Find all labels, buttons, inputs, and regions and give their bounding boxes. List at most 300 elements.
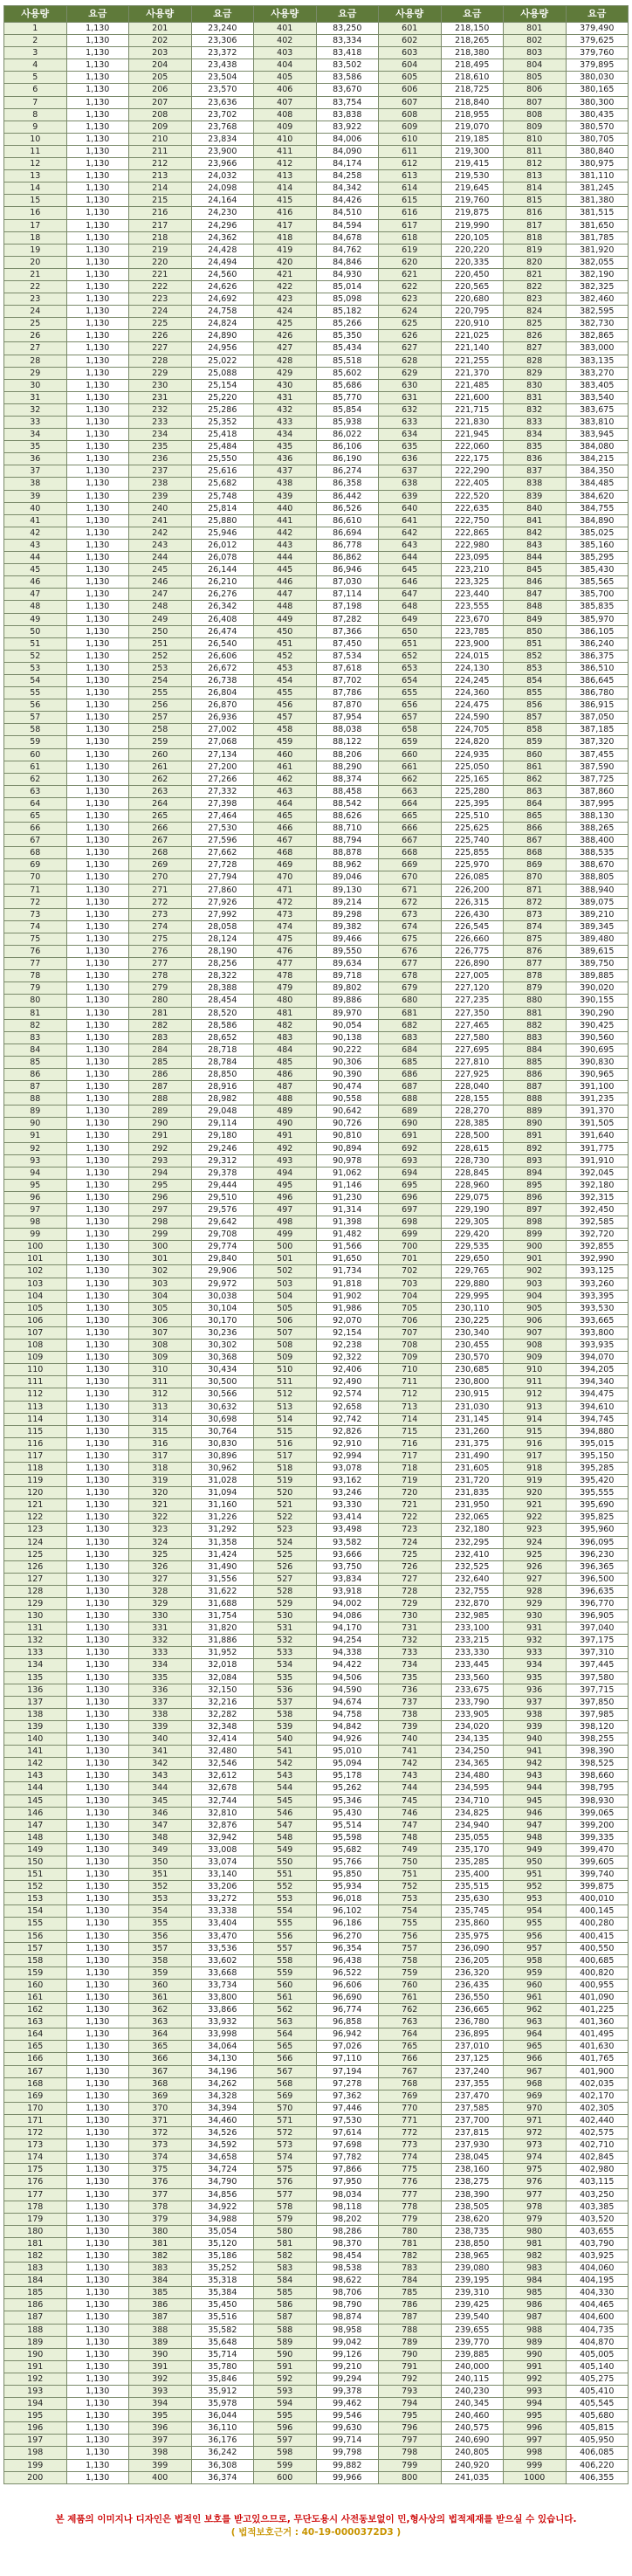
usage-cell: 577 xyxy=(254,2188,317,2201)
fee-cell: 98,454 xyxy=(316,2249,379,2262)
fee-cell: 1,130 xyxy=(66,1610,129,1622)
header-usage-5: 사용량 xyxy=(504,6,567,23)
fee-cell: 86,106 xyxy=(316,441,379,453)
fee-cell: 1,130 xyxy=(66,133,129,145)
fee-cell: 95,934 xyxy=(316,1881,379,1893)
table-row xyxy=(4,1450,629,1462)
usage-cell: 625 xyxy=(379,318,442,330)
usage-cell: 738 xyxy=(379,1708,442,1720)
usage-cell: 922 xyxy=(504,1512,567,1524)
usage-cell: 439 xyxy=(254,490,317,502)
fee-cell: 85,686 xyxy=(316,379,379,391)
usage-cell: 807 xyxy=(504,96,567,108)
usage-cell: 875 xyxy=(504,933,567,945)
usage-cell: 542 xyxy=(254,1758,317,1770)
table-row xyxy=(4,219,629,231)
usage-cell: 188 xyxy=(4,2324,67,2336)
usage-cell: 332 xyxy=(129,1635,192,1647)
table-row xyxy=(4,121,629,133)
fee-cell: 226,660 xyxy=(441,933,504,945)
fee-cell: 95,430 xyxy=(316,1807,379,1819)
usage-cell: 202 xyxy=(129,35,192,47)
usage-cell: 663 xyxy=(379,785,442,797)
usage-cell: 580 xyxy=(254,2225,317,2237)
table-row xyxy=(4,2410,629,2422)
fee-cell: 224,360 xyxy=(441,687,504,699)
fee-cell: 1,130 xyxy=(66,170,129,183)
usage-cell: 684 xyxy=(379,1043,442,1056)
fee-cell: 1,130 xyxy=(66,1413,129,1425)
fee-cell: 237,355 xyxy=(441,2077,504,2090)
usage-cell: 386 xyxy=(129,2299,192,2311)
fee-cell: 379,490 xyxy=(566,23,629,35)
usage-cell: 166 xyxy=(4,2053,67,2065)
fee-cell: 239,080 xyxy=(441,2263,504,2275)
usage-cell: 825 xyxy=(504,318,567,330)
fee-cell: 404,060 xyxy=(566,2263,629,2275)
usage-cell: 857 xyxy=(504,712,567,724)
fee-cell: 234,250 xyxy=(441,1746,504,1758)
table-row xyxy=(4,1290,629,1302)
fee-cell: 224,820 xyxy=(441,736,504,748)
fee-cell: 86,274 xyxy=(316,465,379,478)
fee-cell: 87,870 xyxy=(316,699,379,712)
usage-cell: 237 xyxy=(129,465,192,478)
table-row xyxy=(4,1635,629,1647)
table-row xyxy=(4,207,629,219)
usage-cell: 11 xyxy=(4,145,67,157)
fee-cell: 26,210 xyxy=(191,576,254,589)
usage-cell: 574 xyxy=(254,2152,317,2164)
usage-cell: 645 xyxy=(379,564,442,576)
table-row xyxy=(4,1918,629,1930)
usage-cell: 229 xyxy=(129,367,192,379)
usage-cell: 400 xyxy=(129,2471,192,2483)
usage-cell: 841 xyxy=(504,514,567,527)
usage-cell: 128 xyxy=(4,1585,67,1597)
fee-cell: 223,440 xyxy=(441,589,504,601)
table-row xyxy=(4,1425,629,1437)
usage-cell: 909 xyxy=(504,1352,567,1364)
fee-cell: 33,866 xyxy=(191,2004,254,2016)
header-fee-3: 요금 xyxy=(316,6,379,23)
usage-cell: 396 xyxy=(129,2422,192,2435)
fee-cell: 35,054 xyxy=(191,2225,254,2237)
fee-cell: 240,690 xyxy=(441,2435,504,2447)
table-row xyxy=(4,268,629,280)
fee-cell: 94,590 xyxy=(316,1684,379,1696)
fee-cell: 27,992 xyxy=(191,908,254,920)
table-row xyxy=(4,1253,629,1265)
usage-cell: 529 xyxy=(254,1598,317,1610)
usage-cell: 896 xyxy=(504,1191,567,1203)
fee-cell: 1,130 xyxy=(66,958,129,970)
table-row xyxy=(4,2077,629,2090)
usage-cell: 984 xyxy=(504,2275,567,2287)
usage-cell: 822 xyxy=(504,280,567,293)
fee-cell: 1,130 xyxy=(66,1253,129,1265)
usage-cell: 73 xyxy=(4,908,67,920)
fee-cell: 83,754 xyxy=(316,96,379,108)
table-row xyxy=(4,564,629,576)
usage-cell: 546 xyxy=(254,1807,317,1819)
usage-cell: 688 xyxy=(379,1093,442,1105)
fee-cell: 1,130 xyxy=(66,108,129,121)
table-row xyxy=(4,982,629,995)
table-row xyxy=(4,1241,629,1253)
fee-cell: 94,254 xyxy=(316,1635,379,1647)
usage-cell: 850 xyxy=(504,625,567,637)
usage-cell: 997 xyxy=(504,2435,567,2447)
fee-cell: 1,130 xyxy=(66,2016,129,2028)
usage-cell: 101 xyxy=(4,1253,67,1265)
fee-cell: 382,730 xyxy=(566,318,629,330)
fee-cell: 1,130 xyxy=(66,1696,129,1708)
fee-cell: 229,650 xyxy=(441,1253,504,1265)
fee-cell: 387,860 xyxy=(566,785,629,797)
usage-cell: 72 xyxy=(4,896,67,908)
usage-cell: 56 xyxy=(4,699,67,712)
fee-cell: 1,130 xyxy=(66,2004,129,2016)
fee-cell: 33,998 xyxy=(191,2028,254,2041)
fee-cell: 220,680 xyxy=(441,293,504,306)
usage-cell: 660 xyxy=(379,748,442,761)
usage-cell: 560 xyxy=(254,1979,317,1991)
usage-cell: 313 xyxy=(129,1401,192,1413)
table-row xyxy=(4,1278,629,1290)
fee-cell: 96,522 xyxy=(316,1966,379,1979)
usage-cell: 466 xyxy=(254,823,317,835)
fee-cell: 93,414 xyxy=(316,1512,379,1524)
fee-cell: 392,045 xyxy=(566,1167,629,1179)
usage-cell: 158 xyxy=(4,1954,67,1966)
fee-cell: 229,535 xyxy=(441,1241,504,1253)
usage-cell: 330 xyxy=(129,1610,192,1622)
usage-cell: 664 xyxy=(379,797,442,809)
table-row xyxy=(4,2459,629,2471)
usage-cell: 430 xyxy=(254,379,317,391)
table-row xyxy=(4,1905,629,1918)
fee-cell: 26,012 xyxy=(191,539,254,551)
fee-cell: 1,130 xyxy=(66,2065,129,2077)
usage-cell: 870 xyxy=(504,871,567,884)
fee-cell: 89,382 xyxy=(316,920,379,933)
fee-cell: 223,785 xyxy=(441,625,504,637)
usage-cell: 563 xyxy=(254,2016,317,2028)
usage-cell: 920 xyxy=(504,1487,567,1499)
usage-cell: 990 xyxy=(504,2348,567,2360)
usage-cell: 862 xyxy=(504,773,567,785)
usage-cell: 991 xyxy=(504,2360,567,2373)
fee-cell: 1,130 xyxy=(66,1979,129,1991)
fee-cell: 391,910 xyxy=(566,1154,629,1167)
usage-cell: 795 xyxy=(379,2410,442,2422)
usage-cell: 54 xyxy=(4,674,67,686)
usage-cell: 628 xyxy=(379,355,442,367)
fee-cell: 236,320 xyxy=(441,1966,504,1979)
usage-cell: 615 xyxy=(379,195,442,207)
usage-cell: 23 xyxy=(4,293,67,306)
usage-cell: 97 xyxy=(4,1204,67,1216)
usage-cell: 949 xyxy=(504,1843,567,1856)
usage-cell: 872 xyxy=(504,896,567,908)
fee-cell: 25,286 xyxy=(191,403,254,416)
usage-cell: 675 xyxy=(379,933,442,945)
fee-cell: 1,130 xyxy=(66,1388,129,1401)
fee-cell: 26,144 xyxy=(191,564,254,576)
usage-cell: 953 xyxy=(504,1893,567,1905)
usage-cell: 50 xyxy=(4,625,67,637)
table-row xyxy=(4,699,629,712)
fee-cell: 99,042 xyxy=(316,2336,379,2348)
table-row xyxy=(4,933,629,945)
usage-cell: 831 xyxy=(504,391,567,403)
fee-cell: 1,130 xyxy=(66,1659,129,1671)
table-row xyxy=(4,539,629,551)
table-row xyxy=(4,330,629,342)
usage-cell: 272 xyxy=(129,896,192,908)
usage-cell: 619 xyxy=(379,244,442,256)
usage-cell: 877 xyxy=(504,958,567,970)
usage-cell: 43 xyxy=(4,539,67,551)
fee-cell: 230,110 xyxy=(441,1302,504,1314)
fee-cell: 31,820 xyxy=(191,1622,254,1635)
table-row xyxy=(4,1007,629,1019)
usage-cell: 673 xyxy=(379,908,442,920)
usage-cell: 902 xyxy=(504,1265,567,1278)
fee-cell: 227,580 xyxy=(441,1031,504,1043)
fee-cell: 1,130 xyxy=(66,1843,129,1856)
fee-cell: 1,130 xyxy=(66,1536,129,1548)
fee-cell: 229,075 xyxy=(441,1191,504,1203)
fee-cell: 1,130 xyxy=(66,502,129,514)
fee-cell: 28,454 xyxy=(191,995,254,1007)
usage-cell: 874 xyxy=(504,920,567,933)
table-row xyxy=(4,2065,629,2077)
usage-cell: 848 xyxy=(504,601,567,613)
usage-cell: 70 xyxy=(4,871,67,884)
usage-cell: 742 xyxy=(379,1758,442,1770)
fee-cell: 236,665 xyxy=(441,2004,504,2016)
notice-line-1: 본 제품의 이미지나 디자인은 법적인 보호를 받고있으므로, 무단도용시 사전동보없이 민,형사상의 법적제재를 받으실 수 있습니다. xyxy=(55,2514,577,2524)
usage-cell: 730 xyxy=(379,1610,442,1622)
fee-cell: 88,038 xyxy=(316,724,379,736)
fee-cell: 232,410 xyxy=(441,1548,504,1560)
usage-cell: 356 xyxy=(129,1930,192,1942)
fee-cell: 29,114 xyxy=(191,1118,254,1130)
fee-cell: 222,060 xyxy=(441,441,504,453)
fee-cell: 405,275 xyxy=(566,2373,629,2385)
table-row xyxy=(4,970,629,982)
table-row xyxy=(4,773,629,785)
fee-cell: 381,515 xyxy=(566,207,629,219)
fee-cell: 1,130 xyxy=(66,1352,129,1364)
usage-cell: 601 xyxy=(379,23,442,35)
fee-cell: 1,130 xyxy=(66,736,129,748)
usage-cell: 322 xyxy=(129,1512,192,1524)
table-row xyxy=(4,1585,629,1597)
usage-cell: 45 xyxy=(4,564,67,576)
fee-cell: 1,130 xyxy=(66,2139,129,2152)
usage-cell: 930 xyxy=(504,1610,567,1622)
fee-cell: 1,130 xyxy=(66,552,129,564)
usage-cell: 326 xyxy=(129,1560,192,1573)
fee-cell: 235,400 xyxy=(441,1869,504,1881)
fee-cell: 238,160 xyxy=(441,2164,504,2176)
table-row xyxy=(4,1807,629,1819)
usage-cell: 47 xyxy=(4,589,67,601)
fee-cell: 1,130 xyxy=(66,1007,129,1019)
usage-cell: 21 xyxy=(4,268,67,280)
fee-cell: 1,130 xyxy=(66,835,129,847)
fee-cell: 89,634 xyxy=(316,958,379,970)
table-row xyxy=(4,797,629,809)
fee-cell: 34,262 xyxy=(191,2077,254,2090)
usage-cell: 793 xyxy=(379,2386,442,2398)
fee-cell: 218,725 xyxy=(441,84,504,96)
usage-cell: 598 xyxy=(254,2447,317,2459)
fee-cell: 395,285 xyxy=(566,1462,629,1474)
fee-cell: 394,475 xyxy=(566,1388,629,1401)
fee-cell: 83,670 xyxy=(316,84,379,96)
fee-cell: 93,834 xyxy=(316,1573,379,1585)
fee-cell: 94,926 xyxy=(316,1733,379,1746)
fee-cell: 226,085 xyxy=(441,871,504,884)
fee-cell: 239,540 xyxy=(441,2311,504,2324)
usage-cell: 883 xyxy=(504,1031,567,1043)
usage-cell: 393 xyxy=(129,2386,192,2398)
usage-cell: 331 xyxy=(129,1622,192,1635)
fee-cell: 226,430 xyxy=(441,908,504,920)
usage-cell: 520 xyxy=(254,1487,317,1499)
usage-cell: 662 xyxy=(379,773,442,785)
usage-cell: 607 xyxy=(379,96,442,108)
fee-cell: 380,030 xyxy=(566,72,629,84)
usage-cell: 696 xyxy=(379,1191,442,1203)
usage-cell: 938 xyxy=(504,1708,567,1720)
fee-cell: 224,475 xyxy=(441,699,504,712)
fee-cell: 30,962 xyxy=(191,1462,254,1474)
fee-cell: 384,350 xyxy=(566,465,629,478)
usage-cell: 600 xyxy=(254,2471,317,2483)
fee-cell: 234,595 xyxy=(441,1782,504,1794)
usage-cell: 760 xyxy=(379,1979,442,1991)
usage-cell: 581 xyxy=(254,2237,317,2249)
usage-cell: 126 xyxy=(4,1560,67,1573)
usage-cell: 962 xyxy=(504,2004,567,2016)
fee-cell: 99,882 xyxy=(316,2459,379,2471)
usage-cell: 587 xyxy=(254,2311,317,2324)
usage-cell: 82 xyxy=(4,1019,67,1031)
fee-cell: 1,130 xyxy=(66,2090,129,2102)
usage-cell: 803 xyxy=(504,47,567,59)
fee-cell: 35,978 xyxy=(191,2398,254,2410)
usage-cell: 135 xyxy=(4,1671,67,1684)
usage-cell: 204 xyxy=(129,59,192,72)
usage-cell: 710 xyxy=(379,1364,442,1376)
fee-cell: 87,534 xyxy=(316,650,379,662)
fee-cell: 1,130 xyxy=(66,244,129,256)
usage-cell: 720 xyxy=(379,1487,442,1499)
fee-cell: 380,705 xyxy=(566,133,629,145)
usage-cell: 791 xyxy=(379,2360,442,2373)
fee-cell: 394,745 xyxy=(566,1413,629,1425)
fee-cell: 227,465 xyxy=(441,1019,504,1031)
usage-cell: 928 xyxy=(504,1585,567,1597)
fee-cell: 1,130 xyxy=(66,2201,129,2213)
fee-cell: 1,130 xyxy=(66,1487,129,1499)
table-row xyxy=(4,1142,629,1154)
fee-cell: 221,830 xyxy=(441,417,504,429)
usage-cell: 12 xyxy=(4,158,67,170)
fee-cell: 1,130 xyxy=(66,2152,129,2164)
usage-cell: 599 xyxy=(254,2459,317,2471)
usage-cell: 867 xyxy=(504,835,567,847)
usage-cell: 651 xyxy=(379,637,442,650)
usage-cell: 300 xyxy=(129,1241,192,1253)
usage-cell: 376 xyxy=(129,2176,192,2188)
usage-cell: 162 xyxy=(4,2004,67,2016)
fee-cell: 83,838 xyxy=(316,108,379,121)
table-row xyxy=(4,1229,629,1241)
usage-cell: 167 xyxy=(4,2065,67,2077)
usage-cell: 941 xyxy=(504,1746,567,1758)
usage-cell: 916 xyxy=(504,1437,567,1450)
fee-cell: 1,130 xyxy=(66,1770,129,1782)
fee-cell: 34,658 xyxy=(191,2152,254,2164)
fee-cell: 1,130 xyxy=(66,896,129,908)
usage-cell: 843 xyxy=(504,539,567,551)
usage-cell: 257 xyxy=(129,712,192,724)
usage-cell: 77 xyxy=(4,958,67,970)
usage-cell: 621 xyxy=(379,268,442,280)
fee-cell: 380,165 xyxy=(566,84,629,96)
fee-cell: 96,606 xyxy=(316,1979,379,1991)
fee-cell: 86,442 xyxy=(316,490,379,502)
fee-cell: 94,758 xyxy=(316,1708,379,1720)
table-row xyxy=(4,1265,629,1278)
usage-cell: 535 xyxy=(254,1671,317,1684)
usage-cell: 191 xyxy=(4,2360,67,2373)
fee-cell: 1,130 xyxy=(66,478,129,490)
table-row xyxy=(4,23,629,35)
fee-cell: 230,685 xyxy=(441,1364,504,1376)
fee-cell: 85,854 xyxy=(316,403,379,416)
fee-cell: 232,525 xyxy=(441,1560,504,1573)
usage-cell: 934 xyxy=(504,1659,567,1671)
usage-cell: 79 xyxy=(4,982,67,995)
usage-cell: 201 xyxy=(129,23,192,35)
fee-cell: 1,130 xyxy=(66,625,129,637)
table-row xyxy=(4,908,629,920)
fee-cell: 30,368 xyxy=(191,1352,254,1364)
usage-cell: 655 xyxy=(379,687,442,699)
table-row xyxy=(4,810,629,823)
fee-cell: 230,340 xyxy=(441,1326,504,1339)
fee-cell: 236,550 xyxy=(441,1992,504,2004)
usage-cell: 889 xyxy=(504,1105,567,1118)
fee-cell: 1,130 xyxy=(66,2410,129,2422)
table-row xyxy=(4,1093,629,1105)
fee-cell: 1,130 xyxy=(66,1093,129,1105)
fee-cell: 388,400 xyxy=(566,835,629,847)
fee-cell: 29,048 xyxy=(191,1105,254,1118)
usage-cell: 770 xyxy=(379,2102,442,2114)
usage-cell: 163 xyxy=(4,2016,67,2028)
usage-cell: 94 xyxy=(4,1167,67,1179)
fee-cell: 24,428 xyxy=(191,244,254,256)
table-row xyxy=(4,1954,629,1966)
